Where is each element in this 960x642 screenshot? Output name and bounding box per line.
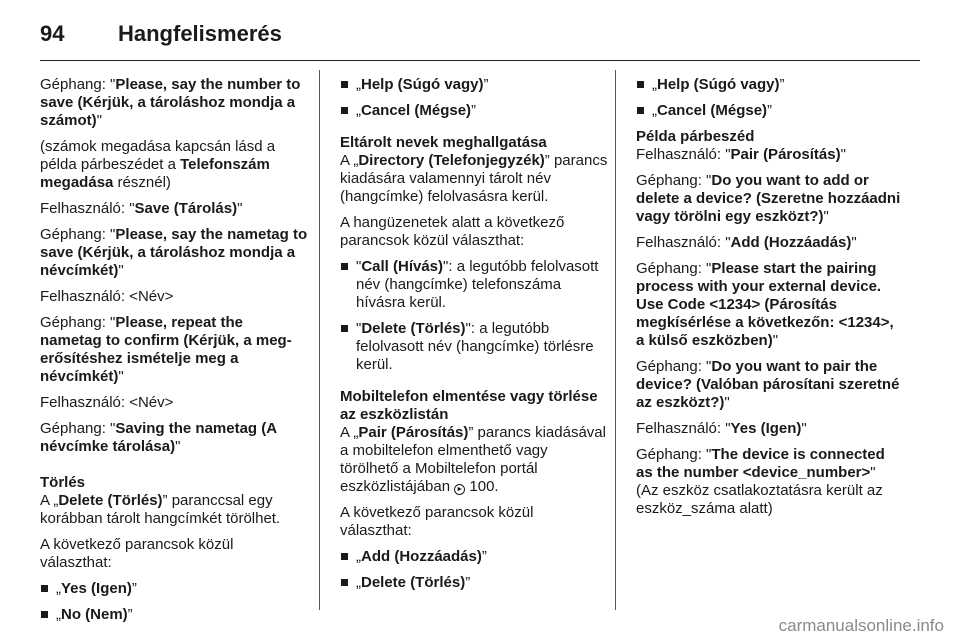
column-1: [40, 76, 308, 632]
paragraph: Géphang: "Do you want to add or delete a device? (Szeretne hozzáadni vagy törölni egy eszközt?)": [636, 172, 901, 225]
paragraph: Géphang: "Please, say the number to save (Kérjük, a tároláshoz mondja a számot)": [40, 76, 301, 129]
page-number: 94: [40, 21, 65, 46]
paragraph: A „Directory (Telefonjegyzék)” parancs kiadására valamennyi tárolt név (hangcímke) felolvasásra kerül.: [340, 152, 608, 205]
section-heading-stored-names: Eltárolt nevek meghallgatása: [340, 134, 547, 151]
paragraph: Géphang: "Please, repeat the nametag to confirm (Kérjük, a megerősítéshez ismételje meg a névcímkét)": [40, 314, 292, 385]
list-item: „Yes (Igen)”: [40, 580, 308, 598]
list-item: „Help (Súgó vagy)”: [340, 76, 608, 94]
paragraph: Felhasználó: <Név>: [40, 288, 174, 305]
paragraph: A következő parancsok közül választhat:: [40, 536, 234, 571]
paragraph: Felhasználó: "Add (Hozzáadás)": [636, 234, 857, 251]
paragraph: Géphang: "Do you want to pair the device? (Valóban párosítani szeretné az eszközt?)": [636, 358, 900, 411]
list-item: „Add (Hozzáadás)”: [340, 548, 608, 566]
paragraph: Géphang: "Please start the pairing process with your external device. Use Code <1234> (Párosítás megkísérlése a következőn: <1234>, a külső eszközben)": [636, 260, 894, 349]
paragraph: A hangüzenetek alatt a következő parancsok közül választhat:: [340, 214, 565, 249]
list-item: „No (Nem)”: [40, 606, 308, 624]
paragraph: (Az eszköz csatlakoztatásra került az eszköz_száma alatt): [636, 482, 883, 517]
list-item: „Help (Súgó vagy)”: [636, 76, 904, 94]
watermark: carmanualsonline.info: [778, 616, 944, 635]
section-heading-example: Példa párbeszéd: [636, 128, 755, 145]
list-item: „Cancel (Mégse)”: [636, 102, 904, 120]
paragraph: Felhasználó: <Név>: [40, 394, 174, 411]
paragraph: Géphang: "Saving the nametag (A névcímke tárolása)": [40, 420, 277, 455]
header-rule: [40, 60, 920, 61]
section-heading-phone-list: Mobiltelefon elmentése vagy törlése az eszközlistán: [340, 388, 598, 423]
page-ref-arrow-icon: ►: [454, 484, 465, 495]
paragraph: A „Delete (Törlés)” paranccsal egy korábban tárolt hangcímkét törölhet.: [40, 492, 281, 527]
paragraph: Felhasználó: "Save (Tárolás)": [40, 200, 243, 217]
list-item: "Call (Hívás)": a legutóbb felolvasott név (hangcímke) telefonszáma hívásra kerül.: [340, 258, 608, 312]
paragraph: (számok megadása kapcsán lásd a példa párbeszédet a Telefonszám megadása résznél): [40, 138, 276, 191]
column-divider-1: [319, 70, 320, 610]
page-header: [40, 12, 920, 56]
paragraph: A következő parancsok közül választhat:: [340, 504, 534, 539]
chapter-title: Hangfelismerés: [118, 21, 282, 46]
column-2: [340, 76, 608, 600]
list-item: "Delete (Törlés)": a legutóbb felolvasott név (hangcímke) törlésre kerül.: [340, 320, 608, 374]
section-heading-delete: Törlés: [40, 474, 86, 491]
paragraph: Géphang: "The device is connected as the number <device_number>": [636, 446, 885, 481]
column-3: [636, 76, 904, 526]
list-item: „Delete (Törlés)”: [340, 574, 608, 592]
paragraph: Felhasználó: "Pair (Párosítás)": [636, 146, 846, 163]
paragraph: A „Pair (Párosítás)” parancs kiadásával a mobiltelefon elmenthető vagy törölhető a Mobiltelefon portál eszközlistájában ► 100.: [340, 424, 606, 495]
paragraph: Felhasználó: "Yes (Igen)": [636, 420, 807, 437]
column-divider-2: [615, 70, 616, 610]
paragraph: Géphang: "Please, say the nametag to save (Kérjük, a tároláshoz mondja a névcímkét)": [40, 226, 308, 279]
list-item: „Cancel (Mégse)”: [340, 102, 608, 120]
